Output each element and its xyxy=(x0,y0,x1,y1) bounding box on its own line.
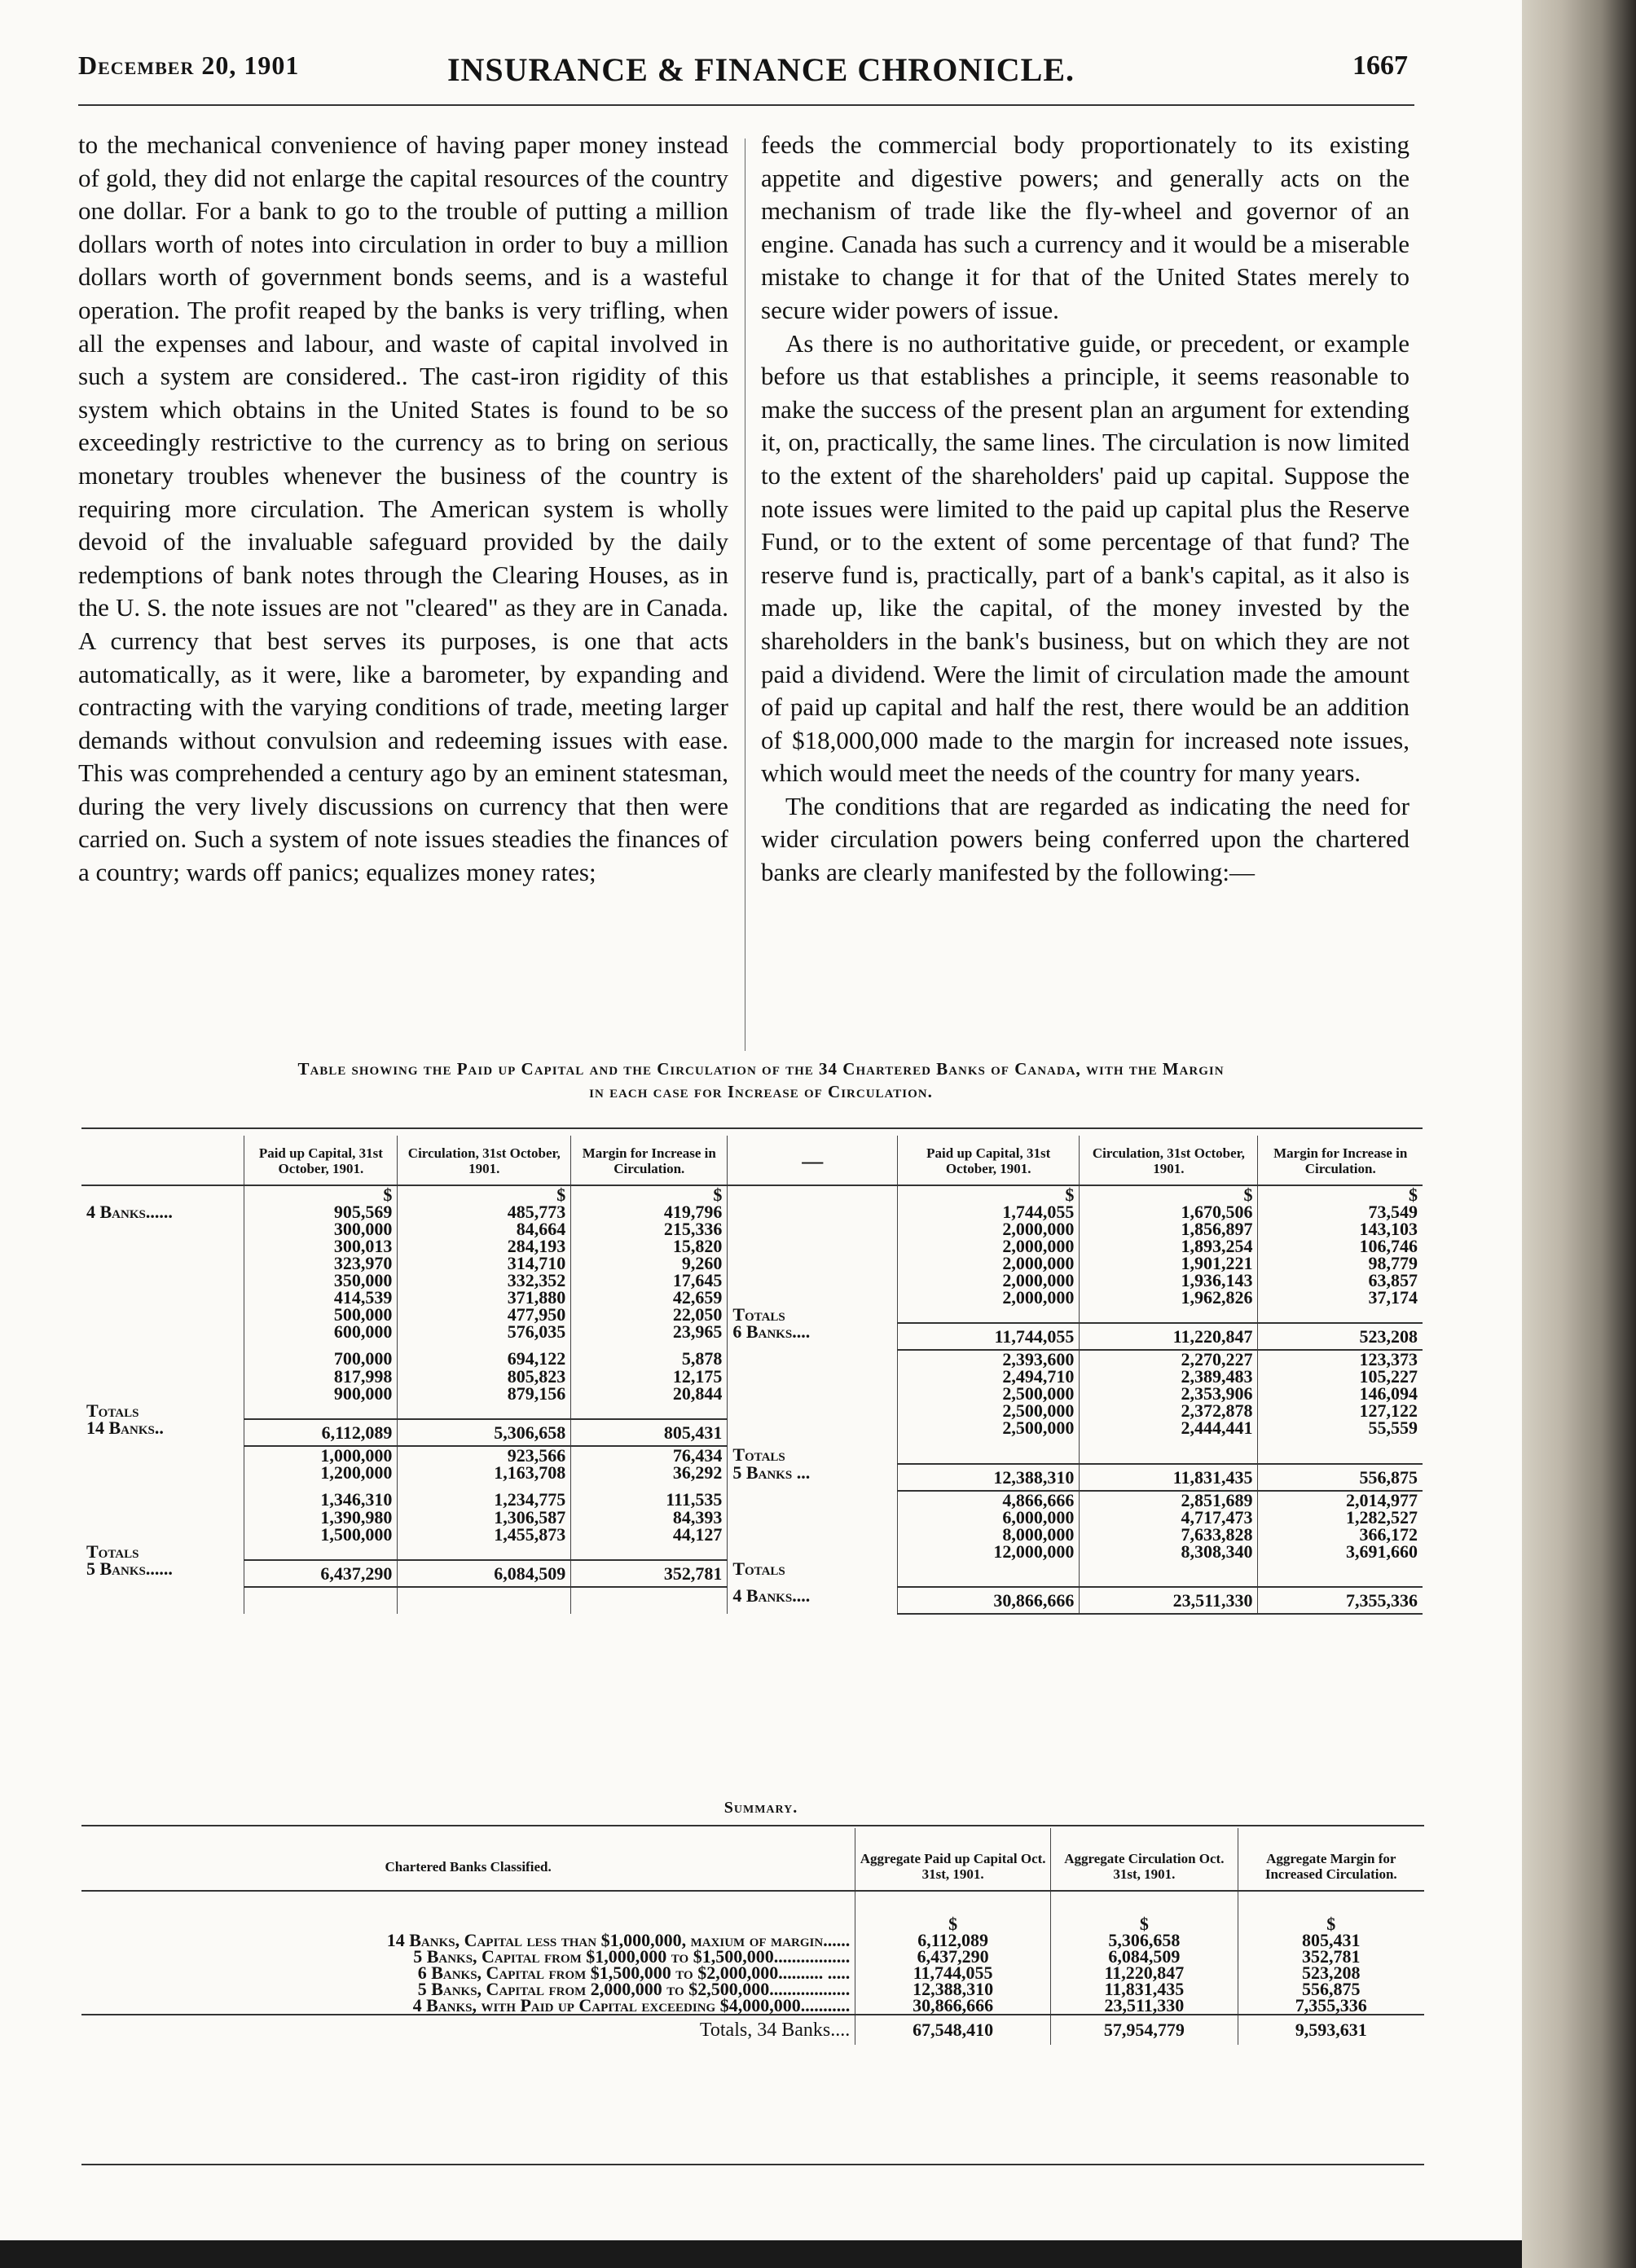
margin-value: 17,645 xyxy=(571,1272,728,1289)
circ-value: 1,856,897 xyxy=(1080,1220,1258,1237)
summary-total-margin: 9,593,631 xyxy=(1238,2015,1424,2045)
paid-value: 2,500,000 xyxy=(898,1385,1080,1402)
label-cell xyxy=(81,1587,244,1614)
group-label xyxy=(728,1543,898,1560)
group-label xyxy=(728,1203,898,1220)
dollar-sign: $ xyxy=(898,1185,1080,1203)
summary-label: 14 Banks, Capital less than $1,000,000, maxium of margin...... xyxy=(386,1930,851,1950)
col-head-paid: Paid up Capital, 31st October, 1901. xyxy=(244,1136,398,1185)
value-cell xyxy=(1080,1446,1258,1464)
circ-value: 879,156 xyxy=(398,1385,571,1402)
paid-value: 905,569 xyxy=(244,1203,398,1220)
col-head-circ-r: Circulation, 31st October, 1901. xyxy=(1080,1136,1258,1185)
summary-circ: 5,306,658 xyxy=(1051,1932,1238,1949)
group-label xyxy=(81,1237,244,1255)
paid-value: 6,000,000 xyxy=(898,1509,1080,1526)
total-label: Totals xyxy=(86,1400,139,1421)
paid-value: 1,744,055 xyxy=(898,1203,1080,1220)
margin-value: 111,535 xyxy=(571,1491,728,1509)
value-cell xyxy=(571,1402,728,1419)
circ-value: 2,851,689 xyxy=(1080,1491,1258,1509)
summary-head-margin: Aggregate Margin for Increased Circulation. xyxy=(1238,1828,1424,1891)
total-label: 5 Banks ... xyxy=(728,1464,898,1491)
paid-value: 414,539 xyxy=(244,1289,398,1306)
group-label xyxy=(81,1446,244,1464)
group-label xyxy=(81,1385,244,1402)
table-row xyxy=(81,1289,1423,1306)
total-margin: 352,781 xyxy=(571,1560,728,1587)
group-label xyxy=(728,1402,898,1419)
group-label xyxy=(728,1385,898,1402)
paid-value: 4,866,666 xyxy=(898,1491,1080,1509)
value-cell xyxy=(1258,1560,1423,1587)
summary-margin: 352,781 xyxy=(1238,1949,1424,1965)
group-label xyxy=(728,1419,898,1446)
summary-top-rule xyxy=(81,1825,1424,1826)
table-row xyxy=(81,1560,1423,1587)
paid-value: 12,000,000 xyxy=(898,1543,1080,1560)
total-label: 5 Banks...... xyxy=(86,1558,173,1579)
paragraph: The conditions that are regarded as indicating the need for wider circulation powers being conferred upon the chartered banks are clearly manifested by the following:— xyxy=(761,791,1410,887)
paid-value: 8,000,000 xyxy=(898,1526,1080,1543)
value-cell xyxy=(244,1543,398,1560)
summary-paid: 30,866,666 xyxy=(855,1998,1051,2015)
group-label xyxy=(81,1464,244,1491)
circulation-table xyxy=(81,1136,1423,1615)
summary-label: 5 Banks, Capital from 2,000,000 to $2,500,000.................. xyxy=(417,1979,851,1999)
dollar-sign: $ xyxy=(1258,1185,1423,1203)
table-row xyxy=(81,1446,1423,1464)
circ-value: 2,389,483 xyxy=(1080,1368,1258,1385)
value-cell xyxy=(1080,1306,1258,1323)
group-label xyxy=(728,1368,898,1385)
paid-value: 1,000,000 xyxy=(244,1446,398,1464)
group-label xyxy=(81,1255,244,1272)
circ-value: 1,670,506 xyxy=(1080,1203,1258,1220)
summary-total-row xyxy=(81,2015,1424,2045)
circ-value: 1,962,826 xyxy=(1080,1289,1258,1306)
summary-circ: 23,511,330 xyxy=(1051,1998,1238,2015)
circ-value: 805,823 xyxy=(398,1368,571,1385)
circ-value: 1,163,708 xyxy=(398,1464,571,1491)
margin-value: 37,174 xyxy=(1258,1289,1423,1306)
circ-value: 314,710 xyxy=(398,1255,571,1272)
total-label: 14 Banks.. xyxy=(86,1418,164,1438)
label-cell xyxy=(81,1185,244,1203)
margin-value: 76,434 xyxy=(571,1446,728,1464)
summary-paid: 12,388,310 xyxy=(855,1981,1051,1998)
group-label xyxy=(81,1272,244,1289)
margin-value: 106,746 xyxy=(1258,1237,1423,1255)
paid-value: 2,393,600 xyxy=(898,1350,1080,1368)
value-cell xyxy=(1258,1446,1423,1464)
col-head-paid-r: Paid up Capital, 31st October, 1901. xyxy=(898,1136,1080,1185)
value-cell xyxy=(398,1587,571,1614)
group-label xyxy=(81,1509,244,1526)
group-label xyxy=(728,1509,898,1526)
circ-value: 923,566 xyxy=(398,1446,571,1464)
group-label xyxy=(728,1220,898,1237)
circ-value: 7,633,828 xyxy=(1080,1526,1258,1543)
group-label xyxy=(81,1323,244,1350)
total-circ: 5,306,658 xyxy=(398,1419,571,1446)
value-cell xyxy=(571,1543,728,1560)
paid-value: 2,000,000 xyxy=(898,1220,1080,1237)
group-label xyxy=(81,1220,244,1237)
paragraph: feeds the commercial body proportionately to its existing appetite and digestive powers; and generally acts on the mechanism of trade like the fly-wheel and governor of an engine. Canada has such a currency and it would be a miserable mistake to change it for that of the United States merely to secure wider powers of issue. xyxy=(761,130,1410,324)
col-head-dash: — xyxy=(728,1136,898,1185)
margin-value: 1,282,527 xyxy=(1258,1509,1423,1526)
circ-value: 284,193 xyxy=(398,1237,571,1255)
total-margin: 7,355,336 xyxy=(1258,1587,1423,1614)
table-row xyxy=(81,1464,1423,1491)
journal-title: INSURANCE & FINANCE CHRONICLE. xyxy=(446,51,1075,88)
circ-value: 1,234,775 xyxy=(398,1491,571,1509)
table-row xyxy=(81,1385,1423,1402)
group-label xyxy=(81,1526,244,1543)
margin-value: 36,292 xyxy=(571,1464,728,1491)
table-row xyxy=(81,1543,1423,1560)
dollar-sign: $ xyxy=(855,1891,1051,1932)
total-label: Totals xyxy=(86,1541,139,1562)
col-head-margin: Margin for Increase in Circulation. xyxy=(571,1136,728,1185)
paid-value: 1,346,310 xyxy=(244,1491,398,1509)
margin-value: 15,820 xyxy=(571,1237,728,1255)
summary-circ: 6,084,509 xyxy=(1051,1949,1238,1965)
circ-value: 1,893,254 xyxy=(1080,1237,1258,1255)
left-column xyxy=(78,129,728,890)
col-head-margin-r: Margin for Increase in Circulation. xyxy=(1258,1136,1423,1185)
paid-value: 1,390,980 xyxy=(244,1509,398,1526)
value-cell xyxy=(1258,1306,1423,1323)
table-row xyxy=(81,1237,1423,1255)
margin-value: 2,014,977 xyxy=(1258,1491,1423,1509)
summary-margin: 556,875 xyxy=(1238,1981,1424,1998)
summary-head-circ: Aggregate Circulation Oct. 31st, 1901. xyxy=(1051,1828,1238,1891)
margin-value: 143,103 xyxy=(1258,1220,1423,1237)
summary-title: Summary. xyxy=(723,1799,798,1817)
table-row xyxy=(81,1526,1423,1543)
summary-circ: 11,831,435 xyxy=(1051,1981,1238,1998)
paid-value: 900,000 xyxy=(244,1385,398,1402)
circ-value: 1,936,143 xyxy=(1080,1272,1258,1289)
summary-head-classified: Chartered Banks Classified. xyxy=(81,1828,855,1891)
total-margin: 805,431 xyxy=(571,1419,728,1446)
paid-value: 817,998 xyxy=(244,1368,398,1385)
summary-paid: 11,744,055 xyxy=(855,1965,1051,1981)
margin-value: 419,796 xyxy=(571,1203,728,1220)
book-gutter xyxy=(1522,0,1636,2268)
circ-value: 694,122 xyxy=(398,1350,571,1368)
total-circ: 11,831,435 xyxy=(1080,1464,1258,1491)
value-cell xyxy=(398,1402,571,1419)
circ-value: 576,035 xyxy=(398,1323,571,1350)
circ-value: 1,901,221 xyxy=(1080,1255,1258,1272)
label-cell xyxy=(81,1891,855,1932)
table-row xyxy=(81,1306,1423,1323)
circ-value: 1,455,873 xyxy=(398,1526,571,1543)
paid-value: 2,494,710 xyxy=(898,1368,1080,1385)
table-row xyxy=(81,1402,1423,1419)
summary-table xyxy=(81,1828,1424,2045)
margin-value: 84,393 xyxy=(571,1509,728,1526)
summary-margin: 7,355,336 xyxy=(1238,1998,1424,2015)
summary-body xyxy=(81,1891,1424,2045)
circ-value: 84,664 xyxy=(398,1220,571,1237)
header-rule xyxy=(78,104,1414,106)
table-top-rule xyxy=(81,1127,1423,1129)
margin-value: 98,779 xyxy=(1258,1255,1423,1272)
col-blank xyxy=(81,1136,244,1185)
table-row xyxy=(81,1203,1423,1220)
margin-value: 9,260 xyxy=(571,1255,728,1272)
circ-value: 371,880 xyxy=(398,1289,571,1306)
total-label: 4 Banks.... xyxy=(728,1587,898,1614)
table-row xyxy=(81,1587,1423,1614)
dollar-sign: $ xyxy=(244,1185,398,1203)
paid-value: 2,000,000 xyxy=(898,1255,1080,1272)
paid-value: 600,000 xyxy=(244,1323,398,1350)
summary-label: 6 Banks, Capital from $1,500,000 to $2,000,000.......... ..... xyxy=(417,1963,851,1983)
margin-value: 73,549 xyxy=(1258,1203,1423,1220)
circ-value: 2,444,441 xyxy=(1080,1419,1258,1446)
value-cell xyxy=(898,1446,1080,1464)
total-label: 6 Banks.... xyxy=(728,1323,898,1350)
margin-value: 55,559 xyxy=(1258,1419,1423,1446)
circ-value: 2,372,878 xyxy=(1080,1402,1258,1419)
value-cell xyxy=(898,1560,1080,1587)
summary-paid: 6,112,089 xyxy=(855,1932,1051,1949)
label-cell xyxy=(728,1185,898,1203)
group-label xyxy=(728,1350,898,1368)
value-cell xyxy=(398,1543,571,1560)
margin-value: 105,227 xyxy=(1258,1368,1423,1385)
paid-value: 500,000 xyxy=(244,1306,398,1323)
paid-value: 1,500,000 xyxy=(244,1526,398,1543)
summary-total-circ: 57,954,779 xyxy=(1051,2015,1238,2045)
paragraph: to the mechanical convenience of having paper money instead of gold, they did not enlarge the capital resources of the country one dollar. For a bank to go to the trouble of putting a million dollars worth of notes into circulation in order to buy a million dollars worth of government bonds seems, and is a wasteful operation. The profit reaped by the banks is very trifling, when all the expenses and labour, and waste of capital involved in such a system are considered.. The cast-iron rigidity of this system which obtains in the United States is found to be so exceedingly restrictive to the currency as to bring on serious monetary troubles whenever the business of the country is requiring more circulation. The American system is wholly devoid of the invaluable safeguard provided by the daily redemptions of bank notes through the Clearing Houses, as in the U. S. the note issues are not "cleared" as they are in Canada. A currency that best serves its purposes, is one that acts automatically, as it were, like a barometer, by expanding and contracting with the varying conditions of trade, meeting larger demands without convulsion and redeeming issues with ease. This was comprehended a century ago by an eminent statesman, during the very lively discussions on currency that then were carried on. Such a system of note issues steadies the finances of a country; wards off panics; equalizes money rates; xyxy=(78,130,728,887)
margin-value: 12,175 xyxy=(571,1368,728,1385)
paid-value: 2,000,000 xyxy=(898,1289,1080,1306)
margin-value: 22,050 xyxy=(571,1306,728,1323)
paid-value: 700,000 xyxy=(244,1350,398,1368)
margin-value: 23,965 xyxy=(571,1323,728,1350)
circ-value: 485,773 xyxy=(398,1203,571,1220)
total-paid: 12,388,310 xyxy=(898,1464,1080,1491)
summary-paid: 6,437,290 xyxy=(855,1949,1051,1965)
dollar-sign: $ xyxy=(1080,1185,1258,1203)
paid-value: 350,000 xyxy=(244,1272,398,1289)
group-label xyxy=(728,1289,898,1306)
paid-value: 2,500,000 xyxy=(898,1402,1080,1419)
value-cell xyxy=(1080,1560,1258,1587)
circ-value: 332,352 xyxy=(398,1272,571,1289)
group-label xyxy=(728,1255,898,1272)
margin-value: 123,373 xyxy=(1258,1350,1423,1368)
total-margin: 556,875 xyxy=(1258,1464,1423,1491)
value-cell xyxy=(244,1587,398,1614)
total-circ: 6,084,509 xyxy=(398,1560,571,1587)
group-label xyxy=(81,1350,244,1368)
paid-value: 2,000,000 xyxy=(898,1237,1080,1255)
margin-value: 44,127 xyxy=(571,1526,728,1543)
total-paid: 6,112,089 xyxy=(244,1419,398,1446)
margin-value: 127,122 xyxy=(1258,1402,1423,1419)
total-margin: 523,208 xyxy=(1258,1323,1423,1350)
circ-value: 8,308,340 xyxy=(1080,1543,1258,1560)
group-label xyxy=(81,1368,244,1385)
summary-circ: 11,220,847 xyxy=(1051,1965,1238,1981)
group-label: 4 Banks...... xyxy=(86,1202,173,1222)
summary-total-label: Totals, 34 Banks.... xyxy=(81,2015,855,2045)
group-label xyxy=(728,1272,898,1289)
table-body xyxy=(81,1185,1423,1614)
paid-value: 2,500,000 xyxy=(898,1419,1080,1446)
table-row xyxy=(81,1323,1423,1350)
right-column xyxy=(761,129,1410,890)
table-caption-2: in each case for Increase of Circulation. xyxy=(589,1082,933,1101)
paragraph: As there is no authoritative guide, or precedent, or example before us that establishes a principle, it seems reasonable to make the success of the present plan an argument for extending it, on, practically, the same lines. The circulation is now limited to the extent of the shareholders' paid up capital. Suppose the note issues were limited to the paid up capital plus the Reserve Fund, or to the extent of some percentage of that fund? The reserve fund is, practically, part of a bank's capital, as it also is made up, like the capital, of the money invested by the shareholders in the bank's business, but on which they are not paid a dividend. Were the limit of circulation made the amount of paid up capital and half the rest, there would be an addition of $18,000,000 made to the margin for increased note issues, which would meet the needs of the country for many years. xyxy=(761,328,1410,788)
margin-value: 5,878 xyxy=(571,1350,728,1368)
dollar-sign: $ xyxy=(1051,1891,1238,1932)
summary-total-paid: 67,548,410 xyxy=(855,2015,1051,2045)
margin-value: 3,691,660 xyxy=(1258,1543,1423,1560)
margin-value: 146,094 xyxy=(1258,1385,1423,1402)
value-cell xyxy=(898,1306,1080,1323)
summary-dollar-row xyxy=(81,1891,1424,1932)
table-row xyxy=(81,1491,1423,1509)
total-paid: 30,866,666 xyxy=(898,1587,1080,1614)
table-row xyxy=(81,1220,1423,1237)
table-row xyxy=(81,1368,1423,1385)
paid-value: 300,000 xyxy=(244,1220,398,1237)
table-row xyxy=(81,1255,1423,1272)
total-circ: 23,511,330 xyxy=(1080,1587,1258,1614)
total-label: Totals xyxy=(728,1446,898,1464)
summary-label: 4 Banks, with Paid up Capital exceeding $4,000,000........... xyxy=(412,1995,851,2015)
summary-head-paid: Aggregate Paid up Capital Oct. 31st, 1901. xyxy=(855,1828,1051,1891)
circ-value: 1,306,587 xyxy=(398,1509,571,1526)
dollar-sign: $ xyxy=(398,1185,571,1203)
circ-value: 4,717,473 xyxy=(1080,1509,1258,1526)
table-caption: Table showing the Paid up Capital and the Circulation of the 34 Chartered Banks of Canada, with the Margin xyxy=(297,1059,1225,1079)
group-label xyxy=(81,1491,244,1509)
group-label xyxy=(728,1237,898,1255)
circ-value: 2,270,227 xyxy=(1080,1350,1258,1368)
total-paid: 11,744,055 xyxy=(898,1323,1080,1350)
summary-margin: 523,208 xyxy=(1238,1965,1424,1981)
margin-value: 215,336 xyxy=(571,1220,728,1237)
value-cell xyxy=(244,1402,398,1419)
summary-row xyxy=(81,1998,1424,2015)
total-circ: 11,220,847 xyxy=(1080,1323,1258,1350)
circ-value: 477,950 xyxy=(398,1306,571,1323)
table-row xyxy=(81,1272,1423,1289)
paid-value: 300,013 xyxy=(244,1237,398,1255)
group-label xyxy=(728,1491,898,1509)
total-paid: 6,437,290 xyxy=(244,1560,398,1587)
page-number: 1667 xyxy=(1352,51,1408,81)
col-head-circ: Circulation, 31st October, 1901. xyxy=(398,1136,571,1185)
margin-value: 63,857 xyxy=(1258,1272,1423,1289)
table-row xyxy=(81,1350,1423,1368)
paid-value: 2,000,000 xyxy=(898,1272,1080,1289)
issue-date: December 20, 1901 xyxy=(78,51,300,80)
dollar-sign: $ xyxy=(1238,1891,1424,1932)
group-label xyxy=(81,1306,244,1323)
margin-value: 366,172 xyxy=(1258,1526,1423,1543)
margin-value: 42,659 xyxy=(571,1289,728,1306)
dollar-row xyxy=(81,1185,1423,1203)
paid-value: 323,970 xyxy=(244,1255,398,1272)
bottom-rule xyxy=(81,2164,1424,2165)
value-cell xyxy=(571,1587,728,1614)
circ-value: 2,353,906 xyxy=(1080,1385,1258,1402)
group-label xyxy=(81,1289,244,1306)
paid-value: 1,200,000 xyxy=(244,1464,398,1491)
total-label: Totals xyxy=(728,1560,898,1587)
group-label xyxy=(728,1526,898,1543)
table-row xyxy=(81,1509,1423,1526)
table-row xyxy=(81,1419,1423,1446)
dollar-sign: $ xyxy=(571,1185,728,1203)
summary-margin: 805,431 xyxy=(1238,1932,1424,1949)
total-label: Totals xyxy=(728,1306,898,1323)
margin-value: 20,844 xyxy=(571,1385,728,1402)
summary-label: 5 Banks, Capital from $1,000,000 to $1,500,000................. xyxy=(413,1946,851,1967)
